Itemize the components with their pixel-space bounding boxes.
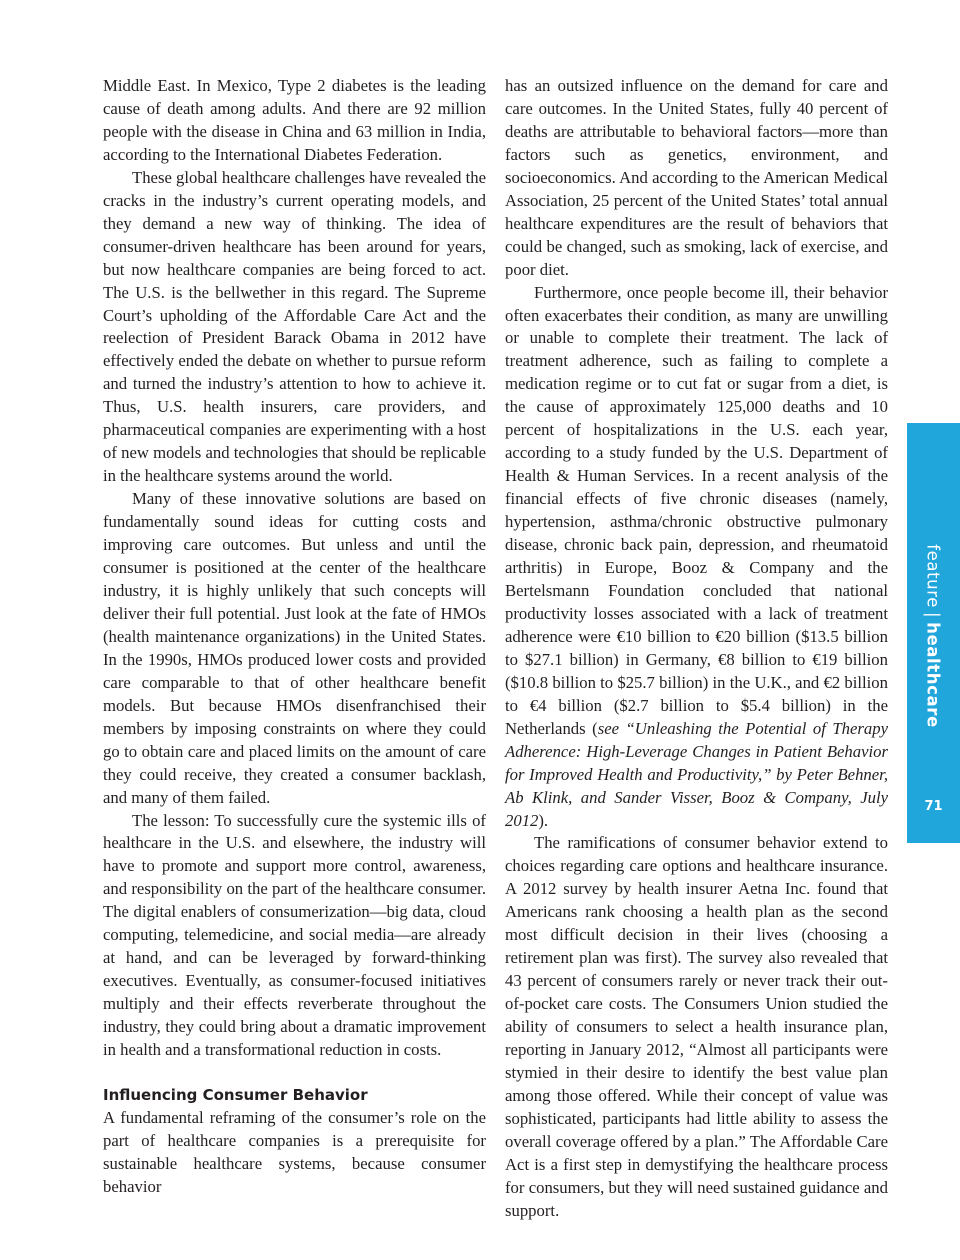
- paragraph: These global healthcare challenges have revealed the cracks in the industry’s current operating models, and they demand a new way of thinking. The idea of consumer-driven healthcare has been around for years, but now healthcare companies are being forced to act. The U.S. is the bellwether in this regard. The Supreme Court’s upholding of the Affordable Care Act and the reelection of President Barack Obama in 2012 have effectively ended the debate on whether to pursue reform and turned the industry’s attention to how to achieve it. Thus, U.S. health insurers, care providers, and pharmaceutical companies are experimenting with a host of new models and technologies that should be replicable in the healthcare systems around the world.: [103, 167, 486, 486]
- paragraph: The lesson: To successfully cure the systemic ills of healthcare in the U.S. and elsewhere, the industry will have to promote and support more control, awareness, and responsibility on the part of the healthcare consumer. The digital enablers of consumerization—big data, cloud computing, telemedicine, and social media—are already at hand, and can be leveraged by forward-thinking executives. Eventually, as consumer-focused initiatives multiply and their effects reverberate throughout the industry, they could bring about a dramatic improvement in health and a transformational reduction in costs.: [103, 810, 486, 1060]
- paragraph-text: Furthermore, once people become ill, their behavior often exacerbates their condition, as many are unwilling or unable to complete their treatment. The lack of treatment adherence, such as failing to complete a medication regime or to cut fat or sugar from a diet, is the cause of approximately 125,000 deaths and 10 percent of hospitalizations in the U.S. each year, according to a study funded by the U.S. Department of Health & Human Services. In a recent analysis of the financial effects of five chronic diseases (namely, hypertension, asthma/chronic obstructive pulmonary disease, chronic back pain, depression, and rheumatoid arthritis) in Europe, Booz & Company and the Bertelsmann Foundation concluded that national productivity losses associated with a lack of treatment adherence were €10 billion to €20 billion ($13.5 billion to $27.1 billion) in Germany, €8 billion to €19 billion ($10.8 billion to $25.7 billion) in the U.K., and €2 billion to €4 billion ($2.7 billion to $5.4 billion) in the Netherlands (: [505, 282, 888, 738]
- paragraph: Many of these innovative solutions are based on fundamentally sound ideas for cutting costs and improving care outcomes. But unless and until the consumer is positioned at the center of the healthcare industry, it is highly unlikely that such concepts will deliver their full potential. Just look at the fate of HMOs (health maintenance organizations) in the United States. In the 1990s, HMOs produced lower costs and provided care comparable to that of other healthcare benefit models. But because HMOs disenfranchised their members by imposing constraints on where they could go to obtain care and placed limits on the amount of care they could receive, they created a consumer backlash, and many of them failed.: [103, 489, 486, 807]
- paragraph: [505, 282, 888, 833]
- section-side-tab: [907, 423, 960, 843]
- page-number: 71: [924, 799, 943, 814]
- section-label: [924, 544, 943, 728]
- paragraph: The ramifications of consumer behavior extend to choices regarding care options and healthcare insurance. A 2012 survey by health insurer Aetna Inc. found that Americans rank choosing a health plan as the second most difficult decision in their lives (choosing a retirement plan was first). The survey also revealed that 43 percent of consumers rarely or never track their out-of-pocket care costs. The Consumers Union studied the ability of consumers to select a health insurance plan, reporting in January 2012, “Almost all participants were stymied in their desire to identify the best value plan among those offered. While their concept of value was sophisticated, participants had little ability to assess the overall coverage offered by a plan.” The Affordable Care Act is a first step in demystifying the healthcare process for consumers, but they will need sustained guidance and support.: [505, 833, 888, 1220]
- section-name: feature: [923, 544, 943, 608]
- paragraph-end: ).: [538, 810, 549, 830]
- citation: see “Unleashing the Potential of Therapy Adherence: High-Leverage Changes in Patient Behavior for Improved Health and Productivity,” by Peter Behner, Ab Klink, and Sander Visser, Booz & Company, July 2012: [505, 718, 888, 830]
- right-column: [505, 75, 888, 1223]
- paragraph: has an outsized influence on the demand for care and care outcomes. In the United States, fully 40 percent of deaths are attributable to behavioral factors—more than factors such as genetics, environment, and socioeconomics. And according to the American Medical Association, 25 percent of the United States’ total annual healthcare expenditures are the result of behaviors that could be changed, such as smoking, lack of exercise, and poor diet.: [505, 76, 888, 279]
- section-separator: |: [923, 612, 943, 619]
- left-column: [103, 75, 486, 1199]
- paragraph: A fundamental reframing of the consumer’s role on the part of healthcare companies is a prerequisite for sustainable healthcare systems, because consumer behavior: [103, 1107, 486, 1196]
- paragraph: Middle East. In Mexico, Type 2 diabetes is the leading cause of death among adults. And there are 92 million people with the disease in China and 63 million in India, according to the International Diabetes Federation.: [103, 76, 486, 164]
- section-topic: healthcare: [923, 622, 943, 728]
- section-heading: Influencing Consumer Behavior: [103, 1085, 368, 1104]
